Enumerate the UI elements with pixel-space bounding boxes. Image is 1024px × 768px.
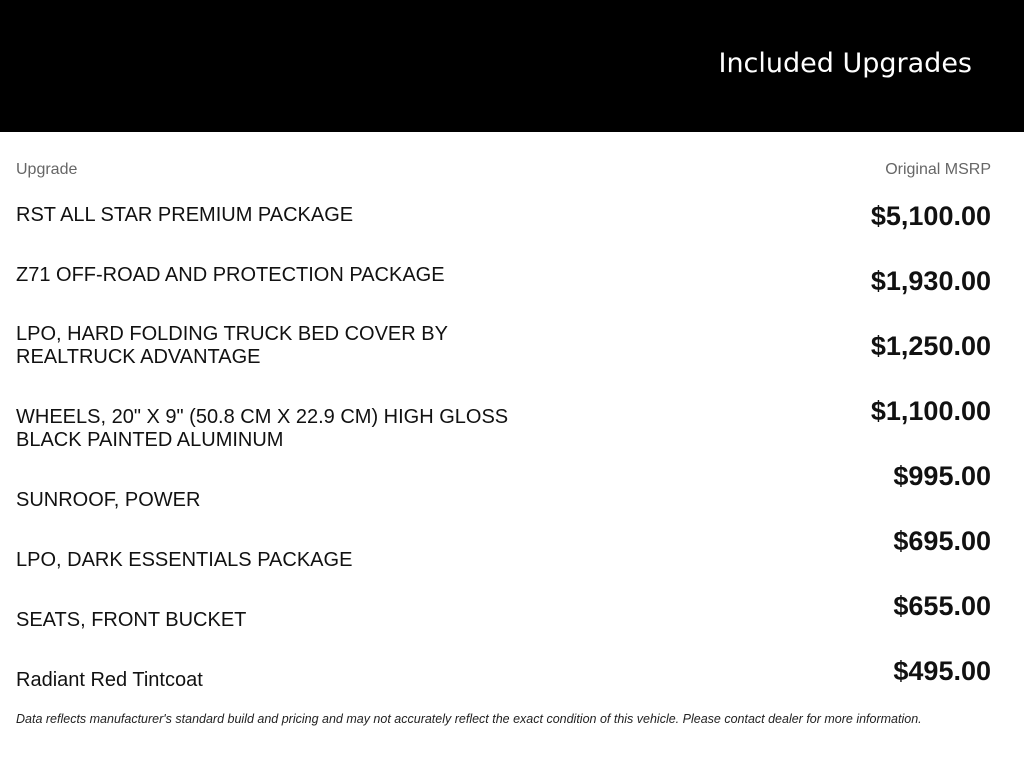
- header-bar: [0, 0, 1024, 132]
- upgrade-price: $1,250.00: [870, 331, 991, 361]
- upgrade-name: WHEELS, 20" X 9" (50.8 CM X 22.9 CM) HIGH GLOSS BLACK PAINTED ALUMINUM: [16, 406, 509, 451]
- upgrade-name: RST ALL STAR PREMIUM PACKAGE: [16, 204, 354, 226]
- upgrade-price: $695.00: [893, 526, 991, 556]
- upgrade-price: $495.00: [893, 656, 991, 686]
- upgrade-name: SUNROOF, POWER: [16, 489, 201, 511]
- upgrade-price: $5,100.00: [870, 201, 991, 231]
- disclaimer-text: Data reflects manufacturer's standard build and pricing and may not accurately reflect the exact condition of this vehicle. Please contact dealer for more information.: [16, 712, 922, 726]
- upgrade-name: Radiant Red Tintcoat: [16, 669, 203, 691]
- upgrade-price: $1,930.00: [870, 266, 991, 296]
- upgrade-name: SEATS, FRONT BUCKET: [16, 609, 247, 631]
- upgrade-price: $995.00: [893, 461, 991, 491]
- upgrade-price: $655.00: [893, 591, 991, 621]
- upgrade-name: LPO, HARD FOLDING TRUCK BED COVER BY REALTRUCK ADVANTAGE: [16, 323, 448, 368]
- page-title: Included Upgrades: [718, 48, 972, 79]
- upgrade-name: Z71 OFF-ROAD AND PROTECTION PACKAGE: [16, 264, 445, 286]
- column-header-msrp: Original MSRP: [885, 161, 991, 178]
- upgrade-price: $1,100.00: [870, 396, 991, 426]
- upgrade-name: LPO, DARK ESSENTIALS PACKAGE: [16, 549, 353, 571]
- column-header-upgrade: Upgrade: [16, 161, 78, 178]
